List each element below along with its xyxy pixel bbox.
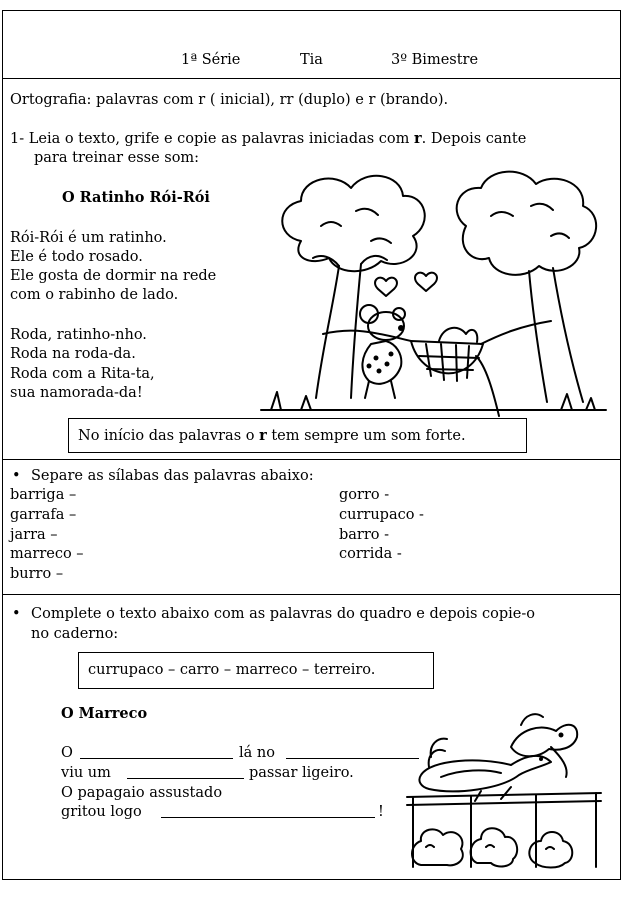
word-box [78,652,434,689]
divider [3,459,620,460]
blank-line[interactable] [80,758,233,759]
story-text: passar ligeiro. [249,765,354,781]
syllable-word-right: corrida - [339,546,402,562]
instruction-3: Complete o texto abaixo com as palavras do quadro e depois copie-o [31,606,536,622]
mouse-hammock-illustration [261,166,606,411]
syllable-word-left: garrafa – [10,507,77,523]
syllable-word-right: currupaco - [339,507,424,523]
poem-line: Ele gosta de dormir na rede [10,268,217,284]
poem-line: Ele é todo rosado. [10,249,143,265]
poem-line: Roda na roda-da. [10,346,136,362]
syllable-word-right: gorro - [339,487,390,503]
header-grade: 1ª Série [181,52,241,68]
syllable-word-left: marreco – [10,546,84,562]
divider [3,594,620,595]
bullet: • [12,606,21,622]
blank-line[interactable] [286,758,419,759]
instruction-1: 1- Leia o texto, grife e copie as palavras iniciadas com r. Depois cante [10,130,527,147]
note-text: No início das palavras o r tem sempre um som forte. [78,427,466,444]
story-text: viu um [61,765,111,781]
blank-line[interactable] [127,778,244,779]
poem-line: Rói-Rói é um ratinho. [10,230,167,246]
story-text: gritou logo [61,804,142,820]
story-text: O [61,745,73,761]
story-title: O Marreco [61,705,148,722]
syllable-word-left: burro – [10,566,64,582]
worksheet [2,10,621,880]
story-text: ! [378,804,384,820]
topic-line: Ortografia: palavras com r ( inicial), rr (duplo) e r (brando). [10,92,449,108]
divider [3,78,620,79]
instruction-3-line2: no caderno: [31,626,119,642]
poem-line: sua namorada-da! [10,385,143,401]
syllable-word-left: jarra – [10,527,58,543]
syllable-word-left: barriga – [10,487,77,503]
poem-line: Roda com a Rita-ta, [10,366,155,382]
story-text: lá no [239,745,275,761]
duck-fence-illustration [401,707,616,867]
poem-line: Roda, ratinho-nho. [10,327,147,343]
syllable-word-right: barro - [339,527,390,543]
poem-title: O Ratinho Rói-Rói [62,189,210,206]
story-text: O papagaio assustado [61,785,223,801]
bullet: • [12,468,21,484]
header-teacher: Tia [300,52,323,68]
poem-line: com o rabinho de lado. [10,287,179,303]
header-term: 3º Bimestre [391,52,479,68]
instruction-2: Separe as sílabas das palavras abaixo: [31,468,314,484]
word-box-text: currupaco – carro – marreco – terreiro. [88,662,376,678]
instruction-1-line2: para treinar esse som: [34,150,200,166]
blank-line[interactable] [161,817,375,818]
note-box [68,418,527,453]
